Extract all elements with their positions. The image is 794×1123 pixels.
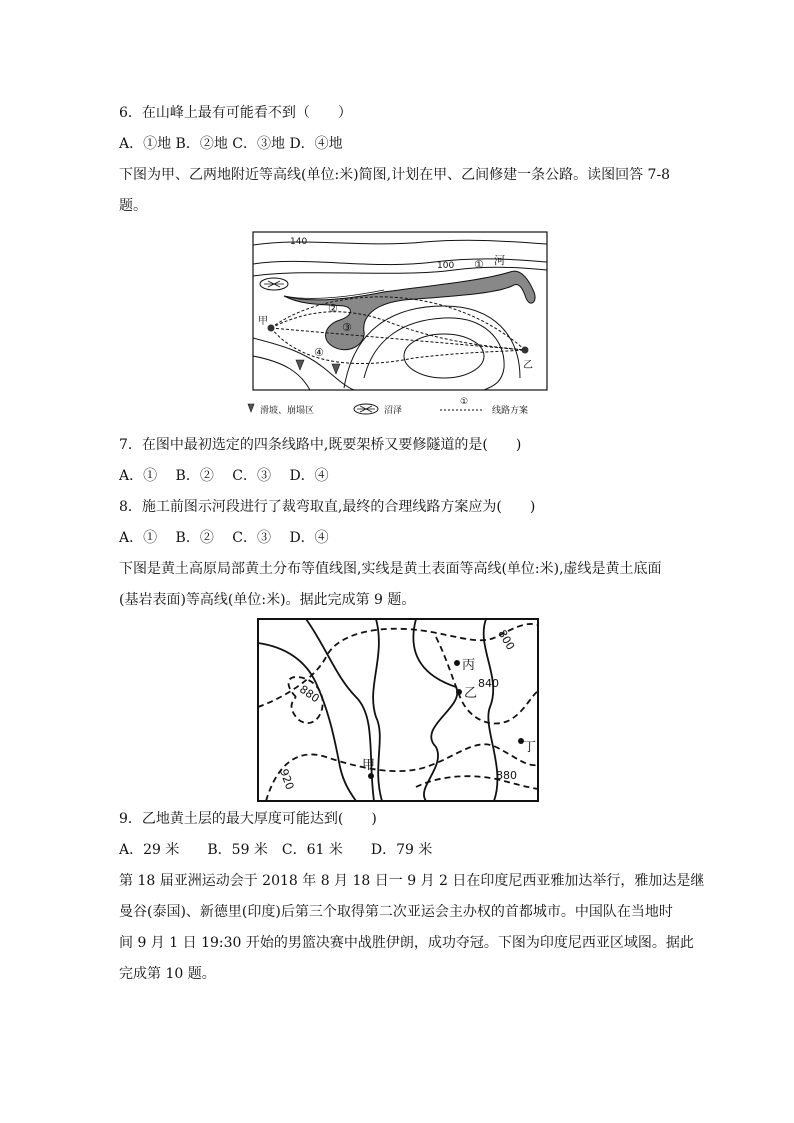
label-840: 840 bbox=[478, 677, 499, 690]
legend-route-label: 线路方案 bbox=[492, 406, 529, 416]
intro-9-line2: (基岩表面)等高线(单位:米)。据此完成第 9 题。 bbox=[119, 592, 416, 608]
point-bing bbox=[454, 660, 460, 666]
q9-options: A．29 米 B．59 米 C．61 米 D．79 米 bbox=[119, 842, 433, 858]
point-jia-loess bbox=[368, 773, 374, 779]
intro-7-8-line1: 下图为甲、乙两地附近等高线(单位:米)简图,计划在甲、乙间修建一条公路。读图回答 7-8 bbox=[119, 167, 671, 183]
legend-route-number: ① bbox=[460, 397, 469, 407]
route-label-2: ② bbox=[328, 302, 338, 315]
route-label-4: ④ bbox=[314, 346, 324, 359]
q8-stem: 8．施工前图示河段进行了裁弯取直,最终的合理线路方案应为( ) bbox=[119, 499, 536, 515]
label-880-left: 880 bbox=[297, 682, 322, 706]
place-label-jia: 甲 bbox=[258, 316, 268, 327]
intro-9-line1: 下图是黄土高原局部黄土分布等值线图,实线是黄土表面等高线(单位:米),虚线是黄土底面 bbox=[119, 561, 662, 577]
place-label-bing: 丙 bbox=[462, 658, 476, 673]
intro-10-line1: 第 18 届亚洲运动会于 2018 年 8 月 18 日一 9 月 2 日在印度尼西亚雅加达举行，雅加达是继 bbox=[119, 873, 705, 889]
q8-options: A．① B．② C．③ D．④ bbox=[119, 530, 329, 546]
place-label-yi: 乙 bbox=[523, 360, 533, 371]
place-label-jia: 甲 bbox=[362, 758, 376, 773]
q6-stem: 6．在山峰上最有可能看不到（ ） bbox=[119, 105, 352, 121]
q9-stem: 9．乙地黄土层的最大厚度可能达到( ) bbox=[119, 811, 377, 827]
intro-7-8-line2: 题。 bbox=[119, 198, 147, 214]
point-jia bbox=[268, 325, 275, 332]
point-yi-loess bbox=[456, 689, 462, 695]
route-label-1: ① bbox=[474, 258, 484, 271]
intro-10-line3: 间 9 月 1 日 19:30 开始的男篮决赛中战胜伊朗，成功夺冠。下图为印度尼西亚区域图。据此 bbox=[119, 935, 694, 951]
contour-label-140: 140 bbox=[290, 237, 308, 247]
contour-route-map bbox=[244, 228, 554, 424]
river-label: 河 bbox=[494, 254, 505, 267]
label-920: 920 bbox=[277, 767, 297, 792]
place-label-yi: 乙 bbox=[464, 686, 478, 701]
loess-contour-map bbox=[256, 617, 540, 803]
intro-10-line2: 曼谷(泰国)、新德里(印度)后第三个取得第二次亚运会主办权的首都城市。中国队在当地时 bbox=[119, 904, 673, 920]
legend-landslide-icon bbox=[248, 404, 254, 412]
point-yi bbox=[522, 347, 529, 354]
place-label-ding: 丁 bbox=[523, 740, 537, 755]
contour-label-100: 100 bbox=[437, 261, 455, 271]
legend-landslide-label: 滑坡、崩塌区 bbox=[260, 406, 315, 416]
label-800: 800 bbox=[495, 627, 518, 653]
label-880-right: 880 bbox=[496, 769, 517, 782]
legend-swamp-label: 沼泽 bbox=[384, 406, 403, 416]
route-label-3: ③ bbox=[342, 321, 352, 334]
intro-10-line4: 完成第 10 题。 bbox=[119, 966, 216, 982]
q7-stem: 7．在图中最初选定的四条线路中,既要架桥又要修隧道的是( ) bbox=[119, 437, 522, 453]
q6-options: A．①地 B．②地 C．③地 D．④地 bbox=[119, 136, 343, 152]
q7-options: A．① B．② C．③ D．④ bbox=[119, 468, 329, 484]
